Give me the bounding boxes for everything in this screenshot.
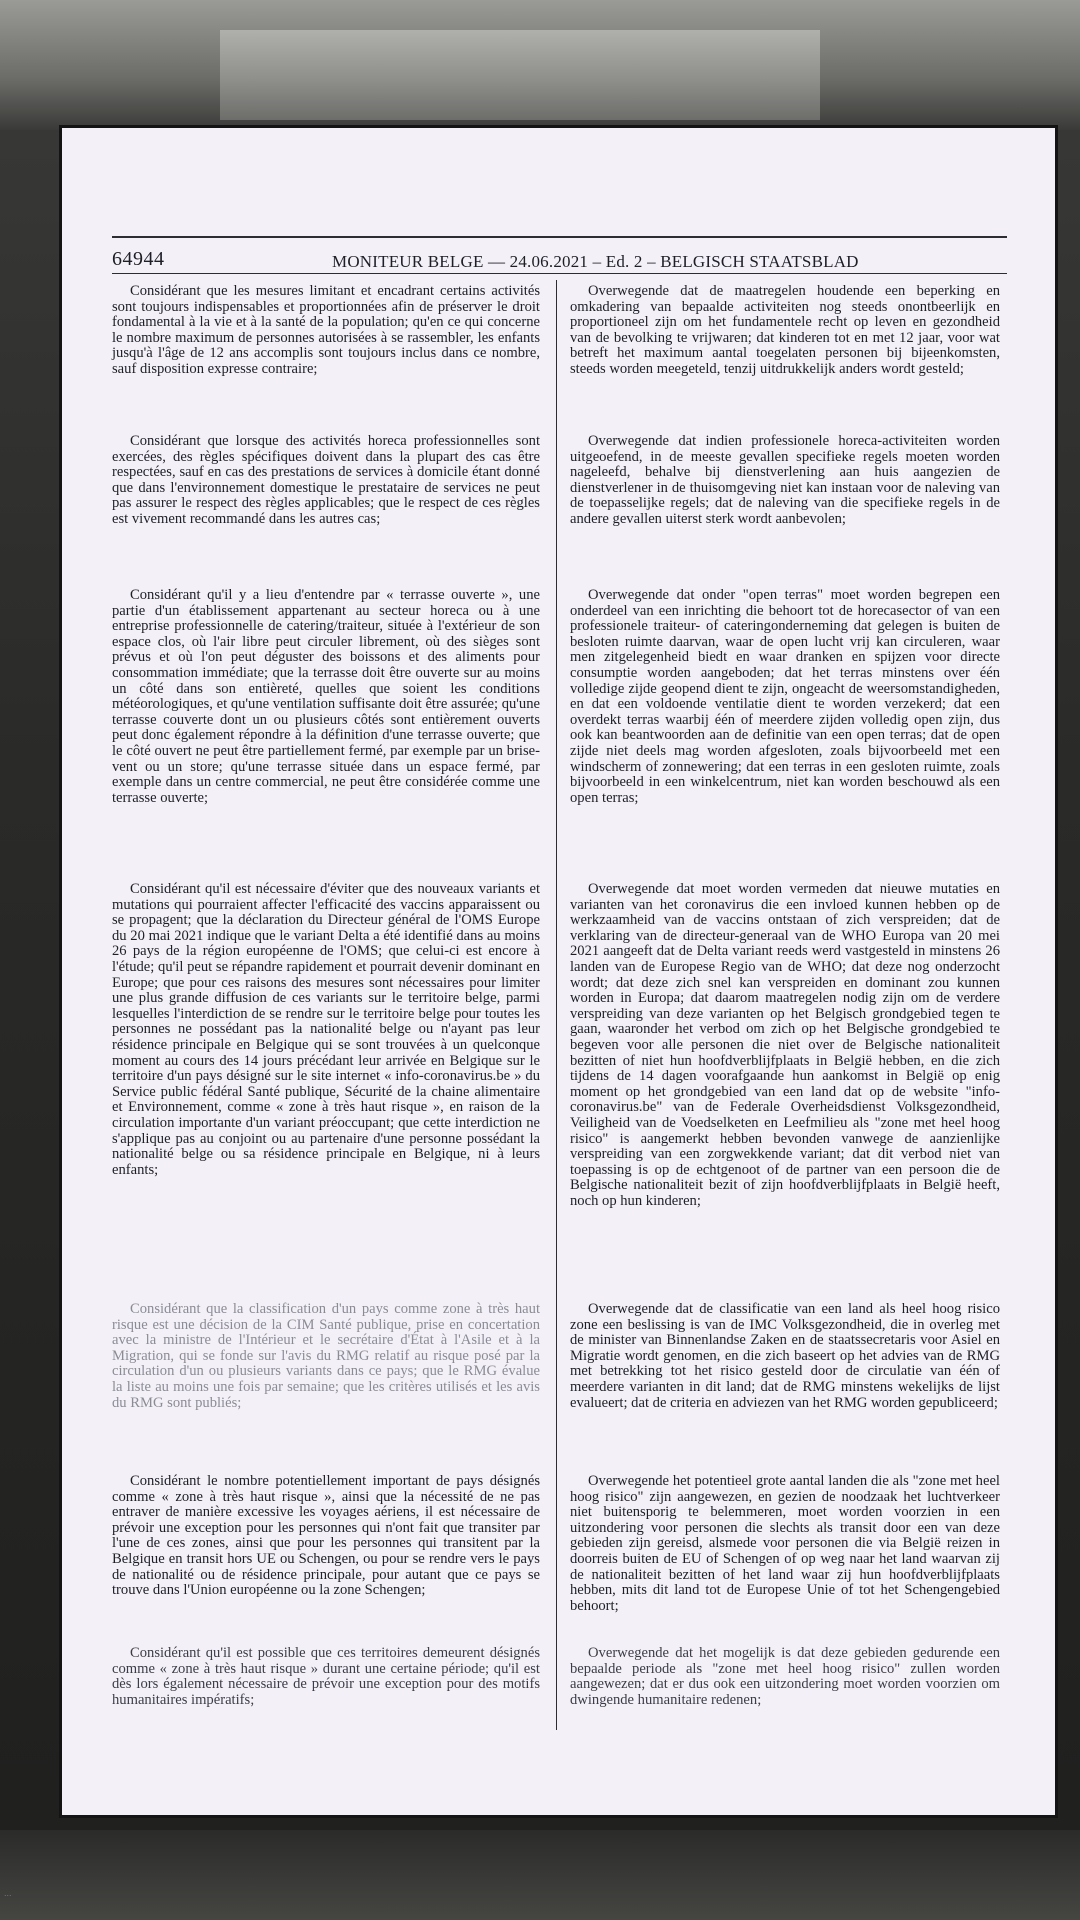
top-rule bbox=[112, 236, 1007, 238]
paragraph-nl: Overwegende dat het mogelijk is dat deze gebieden gedurende een bepaalde periode als "zone met heel hoog risico" zullen worden aangewezen; dat er dus ook een uitzondering moet worden voorzien om dwingende humanitaire redenen; bbox=[570, 1645, 1000, 1708]
paragraph-fr: Considérant le nombre potentiellement important de pays désignés comme « zone à très haut risque », ainsi que la nécessité de ne pas entraver de manière excessive les voyages aériens, il est nécessaire de prévoir une exception pour les personnes qui n'ont fait que transiter par l'une de ces zones, ainsi que pour les personnes qui transitent par la Belgique en transit hors UE ou Schengen, ou pour se rendre vers le pays de nationalité ou de résidence principale, pour autant que ce pays se trouve dans l'Union européenne ou la zone Schengen; bbox=[112, 1473, 540, 1599]
paragraph-fr: Considérant qu'il est nécessaire d'éviter que des nouveaux variants et mutations qui pourraient affecter l'efficacité des vaccins apparaissent ou se propagent; que la déclaration du Directeur général de l'OMS Europe du 20 mai 2021 indique que le variant Delta a été identifié dans au moins 26 pays de la région européenne de l'OMS; que celui-ci est encore à l'étude; qu'il peut se répandre rapidement et pourrait devenir dominant en Europe; que pour ces raisons des mesures sont nécessaires pour limiter une plus grande diffusion de ces variants sur le territoire belge, parmi lesquelles l'interdiction de se rendre sur le territoire belge pour toutes les personnes ne possédant pas la nationalité belge ou n'ayant pas leur résidence principale en Belgique qui se sont trouvées à un quelconque moment au cours des 14 jours précédant leur arrivée en Belgique sur le territoire d'un pays désigné sur le site internet « info-coronavirus.be » du Service public fédéral Santé publique, Sécurité de la chaine alimentaire et Environnement, comme « zone à très haut risque », en raison de la circulation importante d'un variant préoccupant; que cette interdiction ne s'applique pas au conjoint ou au partenaire d'une personne possédant la nationalité belge ou sa résidence principale en Belgique, ni à leurs enfants; bbox=[112, 881, 540, 1178]
journal-title: MONITEUR BELGE — 24.06.2021 – Ed. 2 – BELGISCH STAATSBLAD bbox=[332, 252, 859, 271]
paragraph-fr: Considérant que les mesures limitant et encadrant certains activités sont toujours indispensables et proportionnées afin de préserver le droit fondamental à la vie et à la santé de la population; qu'en ce qui concerne le nombre maximum de personnes autorisées à se rassembler, les enfants jusqu'à l'âge de 12 ans accomplis sont toujours inclus dans ce nombre, sauf disposition expresse contraire; bbox=[112, 283, 540, 377]
paragraph-nl: Overwegende dat de maatregelen houdende een beperking en omkadering van bepaalde activiteiten nog steeds onontbeerlijk en proportioneel zijn om het fundamentele recht op leven en gezondheid van de bevolking te vrijwaren; dat kinderen tot en met 12 jaar, voor wat betreft het maximum aantal toegelaten personen bij bijeenkomsten, steeds worden meegeteld, tenzij uitdrukkelijk anders wordt gesteld; bbox=[570, 283, 1000, 377]
paragraph-fr: Considérant que lorsque des activités horeca professionnelles sont exercées, des règles spécifiques doivent dans la plupart des cas être respectées, sauf en cas des prestations de services à domicile étant donné que dans l'environnement domestique le prestataire de services ne peut pas assurer le respect des règles applicables; que le respect de ces règles est vivement recommandé dans les autres cas; bbox=[112, 433, 540, 527]
header-rule bbox=[112, 273, 1007, 274]
page-number: 64944 bbox=[112, 248, 165, 270]
column-divider bbox=[556, 280, 557, 1730]
background-light-panel bbox=[220, 30, 820, 120]
paragraph-nl: Overwegende dat indien professionele horeca-activiteiten worden uitgeoefend, in de meeste gevallen specifieke regels moeten worden nageleefd, behalve bij dienstverlening aan huis aangezien de dienstverlener in de thuisomgeving niet kan instaan voor de naleving van de toepasselijke regels; dat de naleving van die specifieke regels in de andere gevallen uiterst sterk wordt aanbevolen; bbox=[570, 433, 1000, 527]
paragraph-nl: Overwegende dat de classificatie van een land als heel hoog risico zone een beslissing is van de IMC Volksgezondheid, die in overleg met de minister van Binnenlandse Zaken en de staatssecretaris voor Asiel en Migratie wordt genomen, en die zich baseert op het advies van de RMG met betrekking tot het risico gesteld door de circulatie van één of meerdere varianten in dit land; dat de RMG minstens wekelijks de lijst evalueert; dat de criteria en adviezen van het RMG worden gepubliceerd; bbox=[570, 1301, 1000, 1411]
paragraph-fr: Considérant qu'il y a lieu d'entendre par « terrasse ouverte », une partie d'un établissement appartenant au secteur horeca ou à une entreprise professionnelle de catering/traiteur, située à l'extérieur de son espace clos, où l'air libre peut circuler librement, où des sièges sont prévus et où l'on peut déguster des boissons et des aliments pour consommation immédiate; que la terrasse doit être ouverte sur au moins un côté dans son entièreté, quelles que soient les conditions météorologiques, et qu'une ventilation suffisante doit être assurée; qu'une terrasse couverte dont un ou plusieurs côtés sont entièrement ouverts peut donc également répondre à la définition d'une terrasse ouverte; que le côté ouvert ne peut être partiellement fermé, par exemple par un brise-vent ou un store; qu'une terrasse située dans un espace fermé, par exemple dans un centre commercial, ne peut être considérée comme une terrasse ouverte; bbox=[112, 587, 540, 806]
bottom-label: ... bbox=[4, 1888, 12, 1898]
paragraph-nl: Overwegende dat moet worden vermeden dat nieuwe mutaties en varianten van het coronavirus die een invloed kunnen hebben op de werkzaamheid van de vaccins ontstaan of zich verspreiden; dat de verklaring van de directeur-generaal van de WHO Europa van 20 mei 2021 aangeeft dat de Delta variant reeds werd vastgesteld in minstens 26 landen van de Europese Regio van de WHO; dat deze nog onderzocht wordt; dat deze zich snel kan verspreiden en dominant zou kunnen worden in Europa; dat daarom maatregelen nodig zijn om de verdere verspreiding van deze varianten op het Belgisch grondgebied tegen te gaan, waaronder het verbod om zich op het Belgische grondgebied te begeven voor alle personen die niet over de Belgische nationaliteit bezitten of niet hun hoofdverblijfplaats in België hebben, en die zich tijdens de 14 dagen voorafgaande hun aankomst in België op enig moment op het grondgebied van een land dat op de website "info-coronavirus.be" van de Federale Overheidsdienst Volksgezondheid, Veiligheid van de Voedselketen en Leefmilieu als "zone met heel hoog risico" is aangemerkt hebben bevonden vanwege de aanzienlijke verspreiding van een zorgwekkende variant; dat dit verbod niet van toepassing is op de echtgenoot of de partner van een persoon die de Belgische nationaliteit bezit of zijn hoofdverblijfplaats in België heeft, noch op hun kinderen; bbox=[570, 881, 1000, 1209]
page-header bbox=[112, 244, 1007, 274]
paragraph-nl: Overwegende het potentieel grote aantal landen die als "zone met heel hoog risico" zijn aangewezen, en gezien de noodzaak het luchtverkeer niet buitensporig te belemmeren, moet worden voorzien in een uitzondering voor personen die slechts als transit door een van deze gebieden zijn gereisd, alsmede voor personen die via België reizen in doorreis buiten de EU of Schengen of op weg naar het land waarvan zij de nationaliteit bezitten of het land waar zij hun hoofdverblijfplaats hebben, mits dit land tot de Europese Unie of tot het Schengengebied behoort; bbox=[570, 1473, 1000, 1614]
paragraph-fr: Considérant que la classification d'un pays comme zone à très haut risque est une décision de la CIM Santé publique, prise en concertation avec la ministre de l'Intérieur et le secrétaire d'État à l'Asile et à la Migration, qui se fonde sur l'avis du RMG relatif au risque posé par la circulation d'un ou plusieurs variants dans ce pays; que le RMG évalue la liste au moins une fois par semaine; que les critères utilisés et les avis du RMG sont publiés; bbox=[112, 1301, 540, 1411]
background-floor bbox=[0, 1830, 1080, 1920]
paragraph-fr: Considérant qu'il est possible que ces territoires demeurent désignés comme « zone à très haut risque » durant une certaine période; qu'il est dès lors également nécessaire de prévoir une exception pour des motifs humanitaires impératifs; bbox=[112, 1645, 540, 1708]
paragraph-nl: Overwegende dat onder "open terras" moet worden begrepen een onderdeel van een inrichting die behoort tot de horecasector of van een professionele traiteur- of cateringonderneming dat gelegen is buiten de besloten ruimte daarvan, waar de open lucht vrij kan circuleren, waar men zitgelegenheid biedt en waar dranken en spijzen voor directe consumptie worden aangeboden; dat het terras minstens over één volledige zijde geopend dient te zijn, ongeacht de weersomstandigheden, en dat een voldoende ventilatie dient te worden verzekerd; dat een overdekt terras waarbij één of meerdere zijden volledig open zijn, dus ook kan beantwoorden aan de definitie van een open terras; dat de open zijde niet deels mag worden afgesloten, zoals bijvoorbeeld met een windscherm of zonnewering; dat een terras in een gesloten ruimte, zoals bijvoorbeeld in een winkelcentrum, niet kan worden beschouwd als een open terras; bbox=[570, 587, 1000, 806]
display-screen bbox=[62, 128, 1055, 1815]
